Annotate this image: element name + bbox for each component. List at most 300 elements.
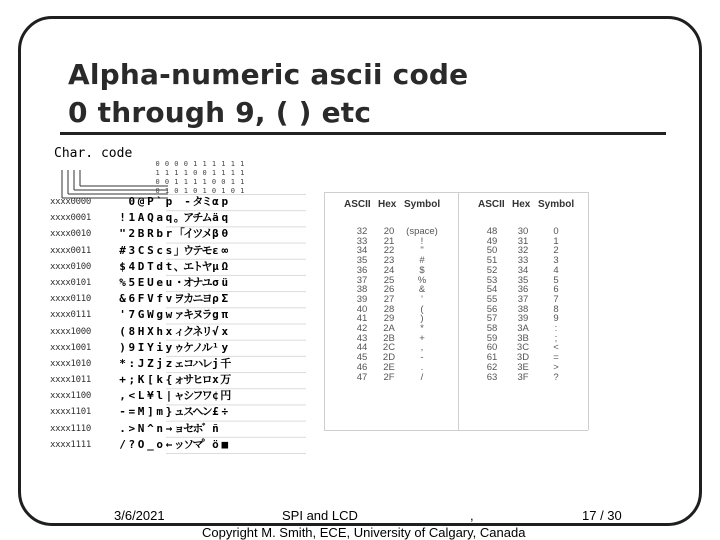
char-cell: < <box>128 389 136 403</box>
char-cell: ] <box>147 405 154 419</box>
char-cell: タ <box>192 195 204 208</box>
char-cell: ` <box>156 195 163 208</box>
ascii-cell: 31 <box>517 235 529 247</box>
char-cell: ¥ <box>147 389 154 403</box>
table-divider <box>324 430 588 431</box>
ascii-cell: # <box>419 255 425 267</box>
char-cell: 6 <box>128 292 136 306</box>
ascii-cell: 49 <box>486 235 498 247</box>
page-number: 17 / 30 <box>582 508 622 523</box>
char-cell: ヤ <box>201 259 213 273</box>
char-cell: テ <box>192 243 204 257</box>
ascii-cell: 2E <box>383 361 395 373</box>
char-cell: ホ <box>192 421 204 435</box>
char-cell: ü <box>221 275 229 289</box>
bit-column: 1 1 0 0 <box>211 160 217 195</box>
char-cell: β <box>212 227 219 241</box>
char-cell: ャ <box>173 389 185 403</box>
ascii-cell: 32 <box>517 245 529 257</box>
row-code-label: xxxx1011 <box>50 375 91 386</box>
char-cell: j <box>212 356 219 370</box>
char-cell: s <box>165 243 173 257</box>
char-code-row <box>50 259 256 275</box>
row-code-label: xxxx1101 <box>50 407 91 418</box>
char-cell: 万 <box>220 373 232 387</box>
char-cell: ヲ <box>173 292 185 306</box>
ascii-cell: 52 <box>486 264 498 276</box>
char-cell: ア <box>183 211 195 225</box>
ascii-cell: 2 <box>553 245 559 257</box>
char-cell: ナ <box>192 275 204 289</box>
char-cell: ラ <box>201 308 213 322</box>
char-cell: 9 <box>128 340 136 354</box>
char-cell: O <box>137 437 145 451</box>
char-cell: 7 <box>128 308 136 322</box>
char-cell: ワ <box>201 389 213 403</box>
ascii-cell: 35 <box>356 255 368 267</box>
row-code-label: xxxx0100 <box>50 261 91 272</box>
char-cell: レ <box>201 356 213 370</box>
ascii-cell: 47 <box>356 371 368 383</box>
char-cell: ス <box>183 405 195 419</box>
char-cell: ö <box>212 437 219 451</box>
table-divider <box>324 192 588 193</box>
char-cell: ) <box>119 340 126 354</box>
ascii-cell: 61 <box>486 352 498 364</box>
ascii-cell: 20 <box>383 226 395 237</box>
char-cell: ツ <box>192 227 204 241</box>
table-divider <box>458 192 459 430</box>
ascii-cell: 0 <box>553 226 559 237</box>
table-divider <box>324 192 325 430</box>
bit-column: 1 1 0 1 <box>221 160 226 195</box>
char-cell: q <box>221 211 229 225</box>
ascii-cell: 7 <box>553 293 559 305</box>
char-cell <box>220 421 229 436</box>
char-cell: π <box>221 308 229 322</box>
ascii-cell: 58 <box>486 323 498 334</box>
row-code-label: xxxx1110 <box>50 423 91 434</box>
column-header: Symbol <box>538 199 575 210</box>
ascii-cell: 2F <box>383 371 395 383</box>
char-cell: √ <box>212 324 219 338</box>
title-line-1: Alpha-numeric ascii code <box>68 58 469 91</box>
char-cell: k <box>156 373 163 387</box>
char-code-row <box>50 210 256 226</box>
ascii-cell: 36 <box>517 284 529 296</box>
ascii-cell: 3A <box>517 323 529 334</box>
char-cell: 0 <box>128 195 136 208</box>
char-cell: h <box>156 324 163 338</box>
char-cell: n <box>156 421 163 435</box>
ascii-cell: 3F <box>517 371 529 383</box>
char-cell: G <box>137 308 145 322</box>
ascii-cell: 27 <box>383 293 395 305</box>
char-cell: メ <box>201 227 213 241</box>
ascii-cell: . <box>420 361 424 373</box>
ascii-cell: 25 <box>383 274 395 286</box>
ascii-cell: 37 <box>356 274 368 286</box>
char-cell: e <box>156 275 163 289</box>
column-header: ASCII <box>478 199 505 210</box>
char-cell: ミ <box>201 195 213 208</box>
char-cell: 5 <box>128 275 136 289</box>
char-cell: 、 <box>173 259 185 273</box>
ascii-cell: 30 <box>517 226 529 237</box>
char-cell: p <box>165 195 173 208</box>
ascii-cell: 22 <box>383 245 395 257</box>
char-cell: j <box>156 356 163 370</box>
char-cell: v <box>165 292 173 306</box>
ascii-cell: 55 <box>486 293 498 305</box>
char-cell: ¢ <box>212 389 219 403</box>
char-cell: M <box>137 405 145 419</box>
char-cell: @ <box>137 195 145 208</box>
ascii-cell: 40 <box>356 303 368 315</box>
char-cell: J <box>137 356 145 370</box>
char-cell: * <box>119 356 126 370</box>
char-cell: 3 <box>128 243 136 257</box>
char-cell: ! <box>119 211 126 225</box>
ascii-cell: , <box>420 342 424 354</box>
ascii-cell: * <box>420 323 424 334</box>
ascii-cell: " <box>420 245 424 257</box>
title-underline <box>60 132 666 135</box>
ascii-cell: 62 <box>486 361 498 373</box>
char-cell: m <box>156 405 163 419</box>
bit-column: 0 1 0 1 <box>164 160 170 195</box>
char-cell: イ <box>183 227 195 241</box>
bit-column-headers <box>155 160 300 196</box>
char-cell: ' <box>119 308 126 322</box>
char-cell: K <box>137 373 145 387</box>
ascii-cell: 28 <box>383 303 395 315</box>
char-cell: 8 <box>128 324 136 338</box>
char-cell: ァ <box>173 308 185 322</box>
ascii-cell: 35 <box>517 274 529 286</box>
char-cell: ッ <box>173 437 185 451</box>
char-cell: ← <box>165 437 173 451</box>
char-code-row <box>50 404 256 420</box>
title-line-2: 0 through 9, ( ) etc <box>68 96 372 129</box>
row-code-label: xxxx0110 <box>50 294 91 305</box>
row-code-label: xxxx1111 <box>50 439 91 450</box>
row-code-label: xxxx1000 <box>50 326 91 337</box>
ascii-cell: 24 <box>383 264 395 276</box>
char-cell: " <box>119 227 126 241</box>
ascii-cell: 56 <box>486 303 498 315</box>
char-cell: ヌ <box>192 308 204 322</box>
char-cell: ネ <box>192 324 204 338</box>
char-cell: ノ <box>192 340 204 354</box>
char-cell: セ <box>183 421 195 435</box>
ascii-cell: 37 <box>517 293 529 305</box>
char-cell: g <box>212 308 219 322</box>
char-cell: P <box>147 195 154 208</box>
char-cell: y <box>165 340 173 354</box>
char-cell: q <box>165 211 173 225</box>
footer-title: SPI and LCD <box>282 508 358 523</box>
char-cell: y <box>221 340 229 354</box>
char-cell: ヒ <box>192 373 204 387</box>
ascii-cell: 46 <box>356 361 368 373</box>
char-cell: 。 <box>173 211 185 225</box>
ascii-cell: $ <box>419 264 425 276</box>
char-cell: サ <box>183 373 195 387</box>
ascii-cell: 2B <box>383 332 395 344</box>
ascii-cell: 9 <box>553 313 559 325</box>
char-cell: ; <box>128 373 136 387</box>
char-code-row <box>50 291 256 307</box>
char-cell: . <box>119 421 126 435</box>
char-cell: A <box>137 211 145 225</box>
ascii-cell: 57 <box>486 313 498 325</box>
column-header: Hex <box>378 199 397 210</box>
char-cell: ト <box>192 259 204 273</box>
ascii-cell: < <box>553 342 559 354</box>
char-cell: ェ <box>173 356 185 370</box>
char-cell: ォ <box>173 373 185 387</box>
footer-date: 3/6/2021 <box>114 508 165 523</box>
char-cell: ρ <box>212 292 219 306</box>
ascii-cell: & <box>418 284 426 296</box>
ascii-cell: 38 <box>517 303 529 315</box>
char-cell: コ <box>183 356 195 370</box>
char-cell: _ <box>147 437 154 451</box>
char-cell: a <box>156 211 163 225</box>
char-cell: F <box>137 292 145 306</box>
char-cell: ョ <box>173 421 185 435</box>
char-cell: z <box>165 356 173 370</box>
char-cell: I <box>137 340 145 354</box>
ascii-cell: ; <box>554 332 558 344</box>
ascii-cell: 42 <box>356 323 368 334</box>
char-cell: ^ <box>147 421 154 435</box>
char-cell: α <box>212 195 219 208</box>
char-code-row <box>50 437 256 453</box>
char-cell: ゜ <box>201 437 213 451</box>
ascii-cell: 3B <box>517 332 529 344</box>
char-cell: - <box>119 405 126 419</box>
char-cell: x <box>221 324 229 338</box>
char-cell: キ <box>183 308 195 322</box>
char-cell: Ω <box>221 259 229 273</box>
ascii-cell: ' <box>421 293 423 305</box>
char-cell: U <box>147 275 154 289</box>
char-cell: c <box>156 243 163 257</box>
ascii-cell: 5 <box>553 274 559 286</box>
char-cell: x <box>212 373 219 387</box>
row-code-label: xxxx1010 <box>50 358 91 369</box>
ascii-cell: 33 <box>517 255 529 267</box>
row-code-label: xxxx1001 <box>50 342 91 353</box>
char-code-header: Char. code <box>54 146 133 161</box>
ascii-cell: 1 <box>553 235 559 247</box>
char-cell: > <box>128 421 136 435</box>
char-cell: Q <box>147 211 154 225</box>
char-cell: # <box>119 243 126 257</box>
footer-mark: , <box>470 508 474 523</box>
char-cell: → <box>165 421 173 435</box>
char-cell: ニ <box>192 292 204 306</box>
char-cell: i <box>156 340 163 354</box>
row-code-label: xxxx0111 <box>50 310 91 321</box>
char-cell: 円 <box>220 389 232 403</box>
char-cell: ヨ <box>201 292 213 306</box>
char-cell: ク <box>183 324 195 338</box>
ascii-cell: 43 <box>356 332 368 344</box>
char-cell: [ <box>147 373 154 387</box>
char-cell: リ <box>201 324 213 338</box>
char-cell: r <box>165 227 173 241</box>
ascii-cell: 41 <box>356 313 368 325</box>
char-cell: ソ <box>183 437 195 451</box>
char-cell: b <box>156 227 163 241</box>
char-cell: ィ <box>173 324 185 338</box>
char-code-row <box>50 226 256 242</box>
char-cell: ? <box>128 437 136 451</box>
char-cell: T <box>147 259 154 273</box>
char-cell: } <box>165 405 173 419</box>
ascii-cell: 8 <box>553 303 559 315</box>
char-cell: ε <box>212 243 219 257</box>
ascii-cell: 2D <box>382 352 396 364</box>
row-code-label: xxxx0000 <box>50 197 91 207</box>
char-cell: チ <box>192 211 204 225</box>
char-cell: マ <box>192 437 204 451</box>
char-code-row <box>50 194 256 210</box>
char-cell: ä <box>212 211 219 225</box>
char-cell: フ <box>192 389 204 403</box>
char-cell: C <box>137 243 145 257</box>
char-cell: t <box>165 259 173 273</box>
char-cell: ■ <box>221 437 229 451</box>
char-cell: L <box>137 389 145 403</box>
char-cell: f <box>156 292 163 306</box>
ascii-cell: 21 <box>383 235 395 247</box>
ascii-cell: 60 <box>486 342 498 354</box>
char-cell: ル <box>201 340 213 354</box>
bit-column: 1 1 1 0 <box>230 160 235 195</box>
char-cell: { <box>165 373 173 387</box>
char-cell: カ <box>183 292 195 306</box>
ascii-cell: + <box>419 332 425 344</box>
ascii-cell: > <box>553 361 559 373</box>
ascii-cell: 2A <box>383 323 395 334</box>
ascii-cell: 32 <box>356 226 368 237</box>
bit-column: 1 1 1 1 <box>240 160 245 195</box>
ascii-cell: % <box>417 274 427 286</box>
char-code-row <box>50 275 256 291</box>
char-cell: 2 <box>128 227 136 241</box>
column-header: Symbol <box>404 199 441 210</box>
ascii-cell: 38 <box>356 284 368 296</box>
char-cell: - <box>184 195 191 208</box>
ascii-cell: 36 <box>356 264 368 276</box>
row-code-label: xxxx0001 <box>50 213 91 224</box>
char-cell: ケ <box>183 340 195 354</box>
char-cell: p <box>221 195 229 208</box>
char-cell: , <box>119 389 126 403</box>
char-cell: ハ <box>192 356 204 370</box>
char-cell: オ <box>183 275 195 289</box>
char-cell: ユ <box>201 275 213 289</box>
ascii-cell: 2C <box>382 342 396 354</box>
row-code-label: xxxx0010 <box>50 229 91 240</box>
char-cell: モ <box>201 243 213 257</box>
ascii-cell: 34 <box>517 264 529 276</box>
char-cell: E <box>137 275 145 289</box>
char-cell: 」 <box>173 243 185 257</box>
character-code-chart <box>50 146 256 456</box>
bit-column: 1 0 1 0 <box>193 160 198 195</box>
char-cell: μ <box>212 259 219 273</box>
char-cell: 1 <box>128 211 136 225</box>
ascii-cell: 54 <box>486 284 498 296</box>
char-cell: + <box>119 373 126 387</box>
char-cell: N <box>137 421 145 435</box>
ascii-cell: 4 <box>553 264 559 276</box>
char-cell: ÷ <box>221 405 229 419</box>
ascii-cell: 23 <box>383 255 395 267</box>
ascii-cell: 3 <box>553 255 559 267</box>
char-code-rows <box>50 194 256 453</box>
ascii-cell: 3C <box>516 342 530 354</box>
bit-column: 0 1 1 0 <box>174 160 179 195</box>
row-code-label: xxxx1100 <box>50 391 91 402</box>
char-cell: B <box>137 227 145 241</box>
ascii-cell: ? <box>553 371 559 383</box>
ascii-cell: 50 <box>486 245 498 257</box>
ascii-cell: 3E <box>517 361 529 373</box>
char-cell: ム <box>201 211 213 225</box>
char-cell: 「 <box>173 227 185 241</box>
char-cell: w <box>165 308 173 322</box>
char-cell: ¹ <box>212 340 219 354</box>
char-cell: Y <box>147 340 154 354</box>
char-cell: d <box>156 259 163 273</box>
char-cell <box>118 194 127 209</box>
char-code-row <box>50 307 256 323</box>
char-cell: $ <box>119 259 126 273</box>
char-cell: エ <box>183 259 195 273</box>
char-cell: / <box>119 437 126 451</box>
char-cell: x <box>165 324 173 338</box>
ascii-table <box>322 192 592 432</box>
ascii-cell: 45 <box>356 352 368 364</box>
ascii-cell: 3D <box>516 352 530 364</box>
char-cell: | <box>165 389 173 403</box>
char-code-row <box>50 356 256 372</box>
char-code-row <box>50 340 256 356</box>
bit-column: 0 1 0 0 <box>155 160 160 195</box>
ascii-cell: ! <box>420 235 424 247</box>
footer-copyright: Copyright M. Smith, ECE, University of Calgary, Canada <box>202 525 526 540</box>
char-cell: u <box>165 275 173 289</box>
char-cell: ヘ <box>192 405 204 419</box>
char-cell: ウ <box>183 243 195 257</box>
char-cell: & <box>119 292 126 306</box>
char-cell: D <box>137 259 145 273</box>
char-cell: ∞ <box>221 243 229 257</box>
ascii-cell: - <box>420 352 424 364</box>
char-cell: g <box>156 308 163 322</box>
bit-column: 1 0 1 1 <box>202 160 207 195</box>
char-cell: ュ <box>173 405 185 419</box>
char-cell: σ <box>212 275 219 289</box>
ascii-cell: : <box>554 323 558 334</box>
char-cell: ゛ <box>201 421 213 435</box>
